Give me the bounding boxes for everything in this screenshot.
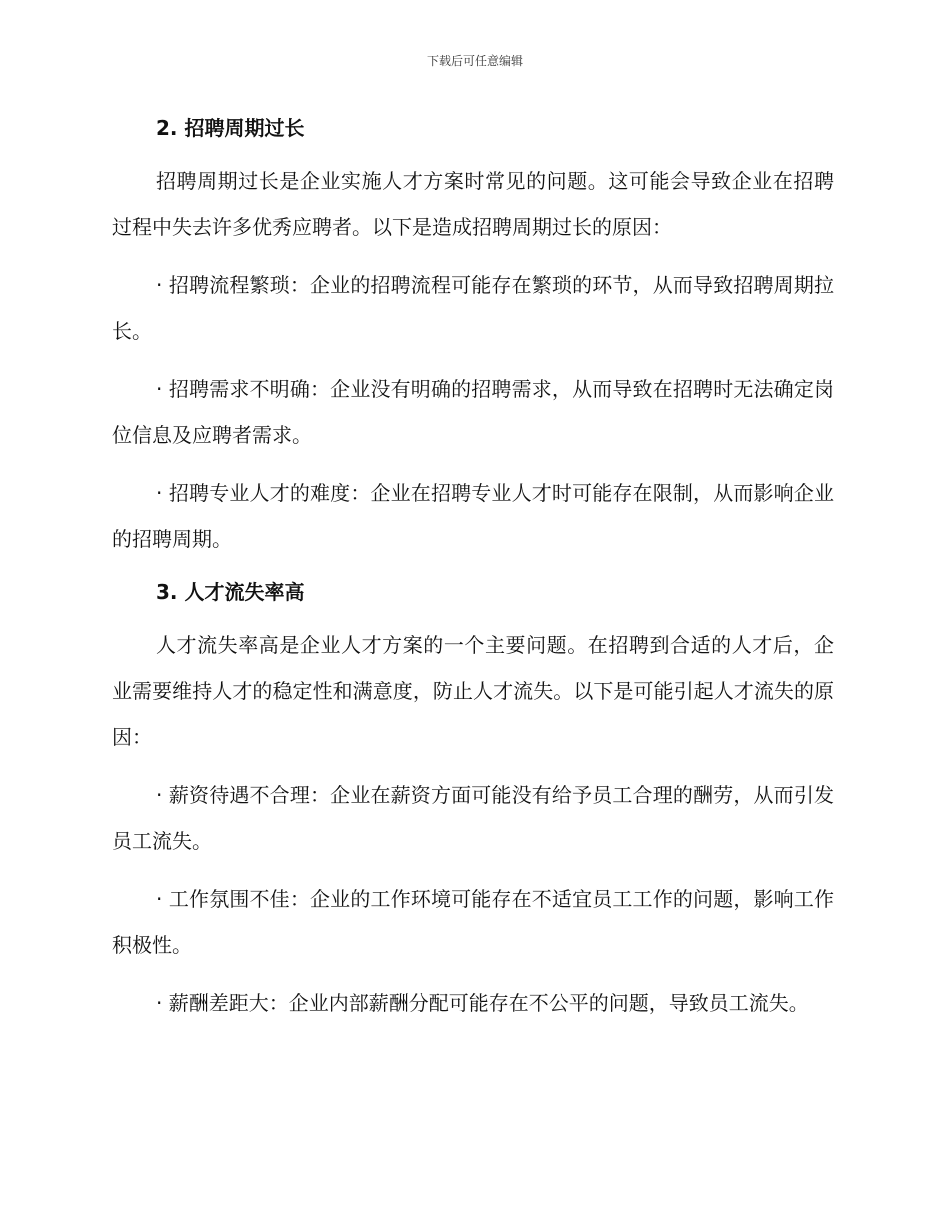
page-header: 下载后可任意编辑 <box>426 54 523 68</box>
bullet-paragraph: · 招聘需求不明确：企业没有明确的招聘需求，从而导致在招聘时无法确定岗位信息及应聘者需求。 <box>112 377 834 447</box>
section-heading: 3. 人才流失率高 <box>156 580 305 604</box>
bullet-paragraph: · 招聘流程繁琐：企业的招聘流程可能存在繁琐的环节，从而导致招聘周期拉长。 <box>112 273 834 343</box>
bullet-paragraph: · 招聘专业人才的难度：企业在招聘专业人才时可能存在限制，从而影响企业的招聘周期。 <box>112 481 834 551</box>
bullet-paragraph: · 薪资待遇不合理：企业在薪资方面可能没有给予员工合理的酬劳，从而引发员工流失。 <box>112 783 834 853</box>
bullet-paragraph: · 工作氛围不佳：企业的工作环境可能存在不适宜员工工作的问题，影响工作积极性。 <box>112 887 834 957</box>
bullet-paragraph: · 薪酬差距大：企业内部薪酬分配可能存在不公平的问题，导致员工流失。 <box>156 991 809 1015</box>
document-body <box>112 110 834 1038</box>
section-heading: 2. 招聘周期过长 <box>156 116 305 140</box>
paragraph: 人才流失率高是企业人才方案的一个主要问题。在招聘到合适的人才后，企业需要维持人才的稳定性和满意度，防止人才流失。以下是可能引起人才流失的原因： <box>112 633 834 749</box>
paragraph: 招聘周期过长是企业实施人才方案时常见的问题。这可能会导致企业在招聘过程中失去许多优秀应聘者。以下是造成招聘周期过长的原因： <box>112 169 834 239</box>
